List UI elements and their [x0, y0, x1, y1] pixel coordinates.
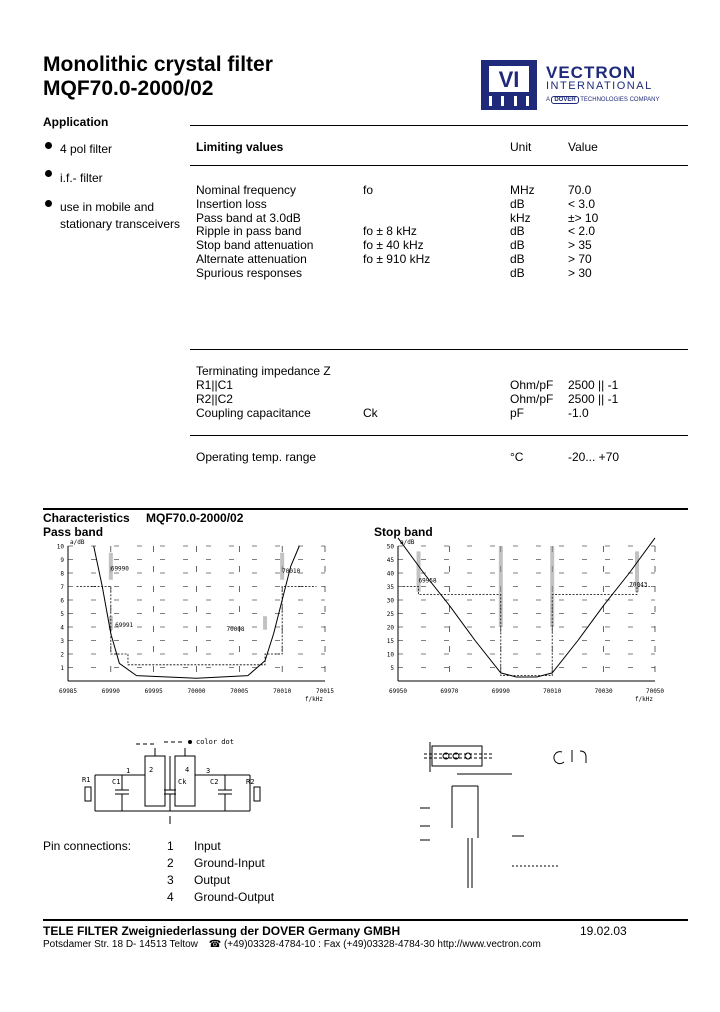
tolerance-line	[403, 587, 650, 676]
x-tick-label: 69970	[440, 688, 459, 695]
value-heading: Value	[568, 140, 598, 154]
spec-label: Stop band attenuation	[196, 238, 314, 253]
housing-drawing	[412, 738, 602, 898]
spec-label: Nominal frequency	[196, 183, 297, 197]
passband-title: Pass band	[43, 525, 104, 539]
y-tick-label: 2	[60, 651, 64, 659]
vectron-logo-mark	[481, 60, 539, 112]
y-tick-label: 3	[60, 638, 64, 645]
spec-cond: fo ± 8 kHz	[363, 224, 417, 239]
x-axis-label: f/kHz	[304, 696, 323, 703]
divider	[190, 349, 688, 350]
x-tick-label: 70015	[315, 688, 335, 695]
y-tick-label: 35	[386, 584, 394, 591]
pin-number: 3	[167, 873, 174, 887]
x-tick-label: 70030	[594, 688, 613, 695]
y-axis-label: a/dB	[70, 539, 85, 546]
tolerance-mark	[280, 553, 284, 580]
annotation-label: 70010	[282, 568, 301, 575]
y-tick-label: 7	[60, 584, 64, 591]
y-tick-label: 1	[60, 665, 64, 672]
x-tick-label: 70010	[543, 688, 562, 695]
characteristics-model: MQF70.0-2000/02	[146, 511, 244, 525]
spec-label: Insertion loss	[196, 196, 267, 211]
y-tick-label: 40	[386, 570, 394, 578]
spec-unit: dB	[510, 224, 525, 239]
app-item-3a: use in mobile and	[60, 200, 155, 214]
spec-unit: dB	[510, 238, 525, 253]
bullet-icon	[45, 200, 52, 207]
color-dot-label: color dot	[196, 738, 234, 746]
r2-label: R2	[246, 778, 255, 786]
spec-unit: MHz	[510, 183, 535, 197]
spec-value: > 70	[568, 252, 592, 266]
circuit-diagram	[80, 732, 270, 824]
y-tick-label: 45	[386, 557, 394, 564]
spec-label: Ripple in pass band	[196, 224, 302, 239]
footer-company: TELE FILTER Zweigniederlassung der DOVER Germany GMBH	[43, 924, 401, 938]
x-tick-label: 70005	[230, 688, 249, 695]
x-tick-label: 69950	[388, 688, 408, 695]
annotation-label: 69991	[115, 622, 134, 629]
color-dot-icon	[188, 740, 192, 744]
spec-unit: dB	[510, 196, 525, 211]
spec-label: R2||C2	[196, 392, 233, 406]
spec-value: < 3.0	[568, 196, 596, 211]
ck-label: Ck	[178, 778, 187, 786]
pin-label-1: 1	[126, 767, 131, 775]
spec-cond: fo ± 910 kHz	[363, 252, 431, 266]
x-axis-label: f/kHz	[634, 696, 653, 703]
bullet-icon	[45, 170, 52, 177]
y-tick-label: 25	[386, 611, 394, 618]
company-name: VECTRON	[546, 63, 637, 82]
spec-label: R1||C1	[196, 378, 233, 392]
phone-icon: ☎	[208, 939, 222, 950]
spec-label: Coupling capacitance	[196, 406, 311, 420]
spec-value: ±> 10	[568, 210, 599, 225]
spec-value: 70.0	[568, 183, 592, 197]
pin-name: Output	[194, 873, 231, 887]
limiting-heading: Limiting values	[196, 140, 284, 154]
divider	[190, 125, 688, 126]
annotation-label: 69990	[110, 565, 129, 573]
divider	[43, 919, 688, 921]
y-tick-label: 4	[60, 624, 64, 632]
tagline-suffix: TECHNOLOGIES COMPANY	[580, 97, 660, 103]
y-tick-label: 5	[390, 665, 394, 672]
tagline-prefix: A	[546, 97, 550, 103]
passband-chart	[40, 536, 350, 711]
pin-name: Ground-Input	[194, 856, 265, 870]
pin-number: 2	[167, 856, 174, 870]
x-tick-label: 69995	[144, 688, 163, 695]
divider	[190, 435, 688, 436]
pin-name: Input	[194, 839, 221, 853]
annotation-label: 69958	[418, 577, 437, 585]
x-tick-label: 70000	[187, 688, 206, 695]
y-tick-label: 20	[386, 624, 394, 632]
x-tick-label: 70010	[273, 688, 292, 695]
y-tick-label: 10	[56, 543, 64, 551]
c1-label: C1	[112, 778, 121, 786]
dover-badge: DOVER	[551, 96, 578, 104]
spec-label: Spurious responses	[196, 265, 303, 280]
y-tick-label: 5	[60, 611, 64, 618]
spec-unit: pF	[510, 406, 525, 420]
footer-address: Potsdamer Str. 18 D- 14513 Teltow	[43, 939, 198, 950]
y-tick-label: 8	[60, 570, 64, 578]
spec-value: 2500 || -1	[568, 392, 619, 406]
spec-unit: Ohm/pF	[510, 378, 554, 392]
spec-unit: kHz	[510, 210, 531, 225]
pin-label-4: 4	[185, 766, 190, 774]
y-tick-label: 30	[386, 597, 394, 605]
y-axis-label: a/dB	[400, 539, 415, 546]
y-tick-label: 6	[60, 597, 64, 605]
bullet-icon	[45, 142, 52, 149]
app-item-3b: stationary transceivers	[60, 217, 181, 231]
annotation-label: 70043	[629, 581, 648, 589]
pin-label-3: 3	[206, 767, 211, 775]
spec-value: 2500 || -1	[568, 378, 619, 392]
stopband-chart	[370, 536, 680, 711]
divider	[43, 508, 688, 510]
tolerance-mark	[417, 551, 421, 592]
spec-label: Pass band at 3.0dB	[196, 210, 301, 225]
pin-number: 1	[167, 839, 174, 853]
response-curve	[398, 538, 655, 677]
y-tick-label: 15	[386, 638, 394, 645]
y-tick-label: 50	[386, 543, 394, 551]
y-tick-label: 9	[60, 557, 64, 564]
temp-unit: °C	[510, 450, 524, 464]
pin-number: 4	[167, 890, 174, 904]
temp-label: Operating temp. range	[196, 450, 317, 464]
x-tick-label: 69990	[491, 688, 510, 695]
spec-value: -1.0	[568, 406, 589, 420]
spec-value: < 2.0	[568, 224, 596, 239]
annotation-label: 70008	[226, 626, 245, 634]
model-title: MQF70.0-2000/02	[43, 77, 214, 100]
unit-heading: Unit	[510, 140, 532, 154]
spec-label: Alternate attenuation	[196, 252, 307, 266]
y-tick-label: 10	[386, 651, 394, 659]
impedance-heading: Terminating impedance Z	[196, 364, 331, 378]
application-heading: Application	[43, 115, 109, 129]
pin-label-2: 2	[149, 766, 154, 774]
stopband-title: Stop band	[374, 525, 433, 539]
x-tick-label: 69985	[58, 688, 78, 695]
temp-value: -20... +70	[568, 450, 620, 464]
pin-name: Ground-Output	[194, 890, 275, 904]
spec-cond: fo ± 40 kHz	[363, 238, 424, 253]
vectron-logo	[481, 60, 539, 112]
footer-address-line	[43, 939, 541, 950]
app-item-1: 4 pol filter	[60, 142, 113, 156]
logo-text: VI	[498, 67, 520, 92]
characteristics-heading: Characteristics	[43, 511, 130, 525]
r1-label: R1	[82, 776, 91, 784]
spec-unit: dB	[510, 252, 525, 266]
page-title: Monolithic crystal filter	[43, 53, 273, 76]
spec-unit: Ohm/pF	[510, 392, 554, 406]
footer-phone: (+49)03328-4784-10 : Fax (+49)03328-4784-30 http://www.vectron.com	[223, 939, 541, 950]
footer-date: 19.02.03	[580, 924, 627, 938]
c2-label: C2	[210, 778, 219, 786]
spec-value: > 30	[568, 265, 592, 280]
spec-cond: Ck	[363, 406, 378, 420]
spec-value: > 35	[568, 238, 592, 253]
divider	[190, 165, 688, 166]
pins-heading: Pin connections:	[43, 839, 132, 853]
company-sub: INTERNATIONAL	[546, 80, 653, 92]
spec-unit: dB	[510, 265, 525, 280]
x-tick-label: 70050	[645, 688, 665, 695]
app-item-2: i.f.- filter	[60, 171, 103, 185]
tagline	[546, 97, 659, 103]
tolerance-mark	[263, 616, 267, 630]
x-tick-label: 69990	[101, 688, 120, 695]
spec-cond: fo	[363, 183, 374, 197]
